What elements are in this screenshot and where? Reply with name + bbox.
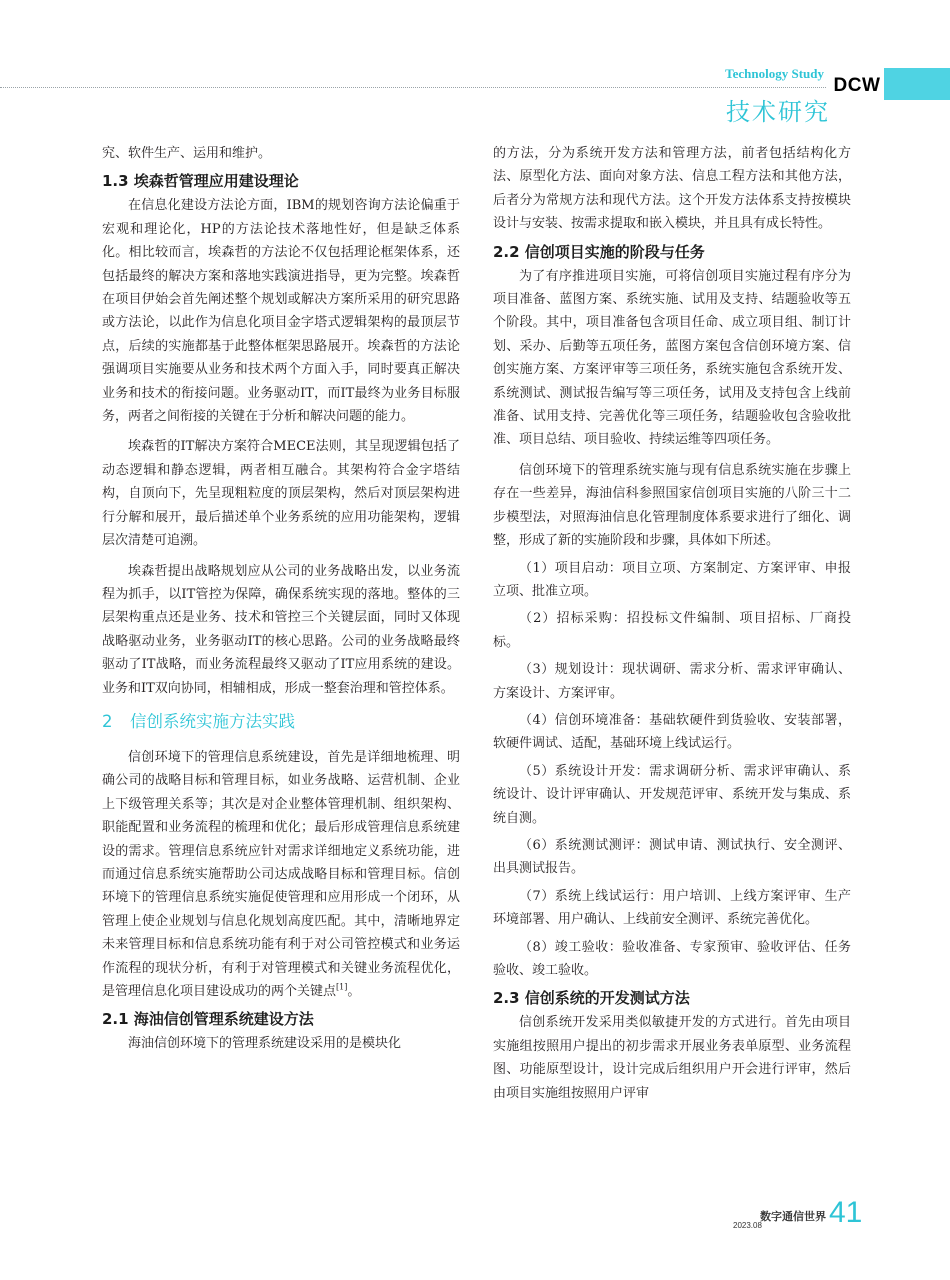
paragraph-end: 。 [347,984,361,999]
step-item: （2）招标采购：招投标文件编制、项目招标、厂商投标。 [493,611,851,650]
step-item: （6）系统测试测评：测试申请、测试执行、安全测评、出具测试报告。 [493,837,851,877]
section-title-english: Technology Study [725,66,824,81]
paragraph: 埃森哲的IT解决方案符合MECE法则，其呈现逻辑包括了动态逻辑和静态逻辑，两者相互融合。其架构符合金字塔结构，自顶向下，先呈现粗粒度的顶层架构，然后对顶层架构进行分解和展开，最后描述单个业务系统的应用功能架构，逻辑层次清楚可追溯。 [102,439,460,549]
heading-text: 信创系统实施方法实践 [130,711,295,731]
left-column [102,142,460,1056]
paragraph: 海油信创环境下的管理系统建设采用的是模块化 [128,1036,402,1052]
heading-1-3: 1.3 埃森哲管理应用建设理论 [102,172,299,191]
journal-logo-badge: DCW [830,72,884,100]
section-title-chinese: 技术研究 [726,98,830,126]
step-item: （1）项目启动：项目立项、方案制定、方案评审、申报立项、批准立项。 [493,560,851,599]
paragraph-text: 信创环境下的管理信息系统建设，首先是详细地梳理、明确公司的战略目标和管理目标，如业务战略、运营机制、企业上下级管理关系等；其次是对企业整体管理机制、组织架构、职能配置和业务流程的梳理和优化；最后形成管理信息系统建设的需求。管理信息系统应针对需求详细地定义系统功能，进而通过信息系统实施帮助公司达成战略目标和管理目标。信创环境下的管理信息系统实施促使管理和应用形成一个闭环，从管理上使企业规划与信息化规划高度匹配。其中，清晰地界定未来管理目标和信息系统功能有利于对公司管控模式和业务运作流程的现状分析，有利于对管理模式和关键业务流程优化，是管理信息化项目建设成功的两个关键点 [102,749,460,999]
heading-2-3: 2.3 信创系统的开发测试方法 [493,989,690,1008]
right-column [493,142,851,1105]
header-dotted-rule [0,87,826,88]
step-item: （7）系统上线试运行：用户培训、上线方案评审、生产环境部署、用户确认、上线前安全测评、系统完善优化。 [493,888,851,928]
paragraph [102,746,460,1003]
heading-section-2 [102,710,460,734]
journal-name: 数字通信世界 [760,1210,826,1223]
step-item: （4）信创环境准备：基础软硬件到货验收、安装部署，软硬件调试、适配，基础环境上线试运行。 [493,712,851,752]
paragraph: 信创系统开发采用类似敏捷开发的方式进行。首先由项目实施组按照用户提出的初步需求开展业务表单原型、业务流程图、功能原型设计，设计完成后组织用户开会进行评审，然后由项目实施组按照用户评审 [493,1015,851,1101]
paragraph: 在信息化建设方法论方面，IBM的规划咨询方法论偏重于宏观和理论化，HP的方法论技术落地性好，但是缺乏体系化。相比较而言，埃森哲的方法论不仅包括理论框架体系，还包括最终的解决方案和落地实践演进指导，更为完整。埃森哲在项目伊始会首先阐述整个规划或解决方案所采用的研究思路或方法论，以此作为信息化项目金字塔式逻辑架构的最顶层节点，后续的实施都基于此整体框架思路展开。埃森哲的方法论强调项目实施要从业务和技术两个方面入手，同时要真正解决业务和技术的衔接问题。业务驱动IT，而IT最终为业务目标服务，两者之间衔接的关键在于分析和解决问题的能力。 [102,198,460,425]
heading-2-2: 2.2 信创项目实施的阶段与任务 [493,242,705,261]
step-item: （8）竣工验收：验收准备、专家预审、验收评估、任务验收、竣工验收。 [493,939,851,978]
paragraph: 信创环境下的管理系统实施与现有信息系统实施在步骤上存在一些差异，海油信科参照国家信创项目实施的八阶三十二步模型法，对照海油信息化管理制度体系要求进行了细化、调整，形成了新的实施阶段和步骤，具体如下所述。 [493,462,851,549]
paragraph: 为了有序推进项目实施，可将信创项目实施过程有序分为项目准备、蓝图方案、系统实施、试用及支持、结题验收等五个阶段。其中，项目准备包含项目任命、成立项目组、制订计划、采办、后勤等五项任务，蓝图方案包含信创环境方案、信创实施方案、方案评审等三项任务，系统实施包含系统开发、系统测试、测试报告编写等三项任务，试用及支持包含上线前准备、试用支持、完善优化等三项任务，结题验收包含验收批准、项目总结、项目验收、持续运维等四项任务。 [493,268,851,448]
citation-ref: [1] [336,982,348,992]
heading-number: 2 [102,711,113,731]
paragraph: 埃森哲提出战略规划应从公司的业务战略出发，以业务流程为抓手，以IT管控为保障，确保系统实现的落地。整体的三层架构重点还是业务、技术和管控三个关键层面，同时又体现战略驱动业务，业务驱动IT的核心思路。公司的业务战略最终驱动了IT战略，而业务流程最终又驱动了IT应用系统的建设。业务和IT双向协同，相辅相成，形成一整套治理和管控体系。 [102,563,460,696]
page-number: 41 [829,1196,863,1229]
paragraph: 究、软件生产、运用和维护。 [102,146,272,161]
issue-date: 2023.08 [733,1221,762,1230]
step-item: （3）规划设计：现状调研、需求分析、需求评审确认、方案设计、方案评审。 [493,662,851,701]
paragraph: 的方法，分为系统开发方法和管理方法，前者包括结构化方法、原型化方法、面向对象方法、信息工程方法和其他方法，后者分为常规方法和现代方法。这个开发方法体系支持按模块设计与安装、按需求提取和嵌入模块，并且具有成长特性。 [493,146,851,232]
header-accent-bar [884,68,950,100]
step-item: （5）系统设计开发：需求调研分析、需求评审确认、系统设计、设计评审确认、开发规范评审、系统开发与集成、系统自测。 [493,763,851,826]
heading-2-1: 2.1 海油信创管理系统建设方法 [102,1010,314,1029]
